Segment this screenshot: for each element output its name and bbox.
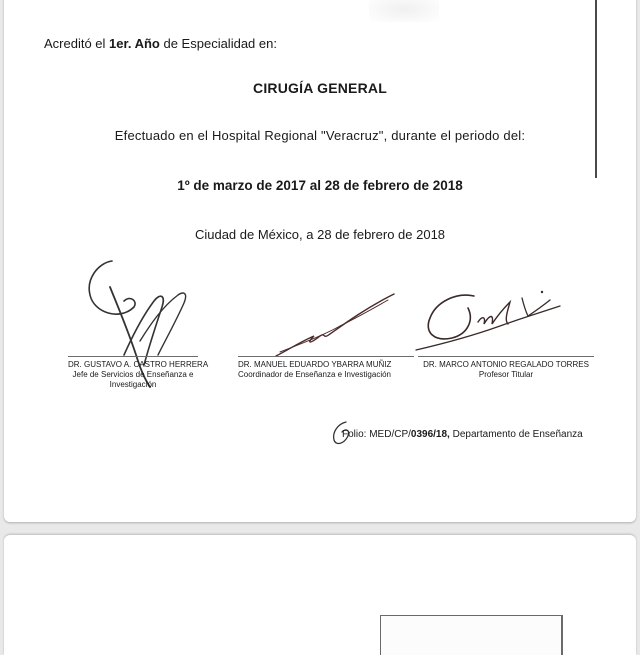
signatory-name: DR. MANUEL EDUARDO YBARRA MUÑIZ — [238, 360, 392, 369]
specialty-title: CIRUGÍA GENERAL — [253, 80, 387, 96]
next-page — [4, 535, 636, 655]
signature-regalado — [412, 286, 562, 356]
next-page-frame — [380, 615, 563, 655]
signatory-castro — [68, 356, 209, 390]
folio-line — [342, 429, 583, 440]
signature-ybarra — [270, 290, 400, 362]
signatory-name: DR. MARCO ANTONIO REGALADO TORRES — [423, 360, 589, 369]
signature-line — [68, 356, 198, 357]
hospital-line: Efectuado en el Hospital Regional "Veracruz", durante el periodo del: — [114, 128, 526, 143]
signature-line — [418, 356, 594, 357]
signature-line — [238, 356, 414, 357]
accreditation-prefix: Acreditó el — [44, 36, 110, 51]
signatory-title: Coordinador de Enseñanza e Investigación — [238, 370, 391, 379]
scan-smudge — [369, 0, 439, 22]
signatory-name: DR. GUSTAVO A. CASTRO HERRERA — [68, 360, 209, 369]
accreditation-suffix: de Especialidad en: — [159, 36, 277, 51]
accreditation-year: 1er. Año — [109, 36, 160, 51]
signatory-ybarra — [238, 356, 414, 380]
folio-department: Departamento de Enseñanza — [449, 429, 583, 440]
folio-number: 0396/18, — [410, 429, 450, 440]
folio-prefix: Folio: MED/CP/ — [342, 429, 411, 440]
accreditation-line — [44, 36, 277, 51]
signatory-regalado — [418, 356, 594, 380]
signatory-title: Jefe de Servicios de Enseñanza e Investigación — [72, 370, 194, 389]
city-date: Ciudad de México, a 28 de febrero de 2018 — [194, 227, 446, 242]
period-dates: 1º de marzo de 2017 al 28 de febrero de 2018 — [177, 178, 463, 193]
signatory-title: Profesor Titular — [478, 370, 534, 379]
